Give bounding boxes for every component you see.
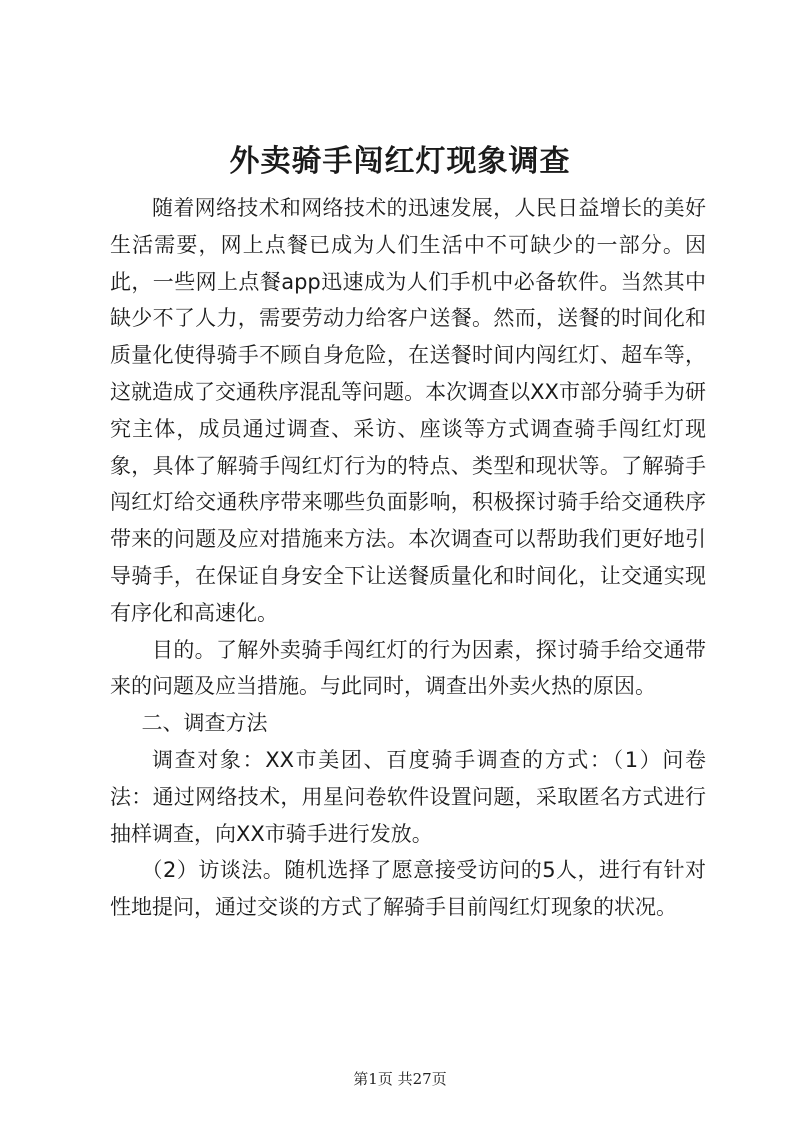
document-body bbox=[110, 190, 706, 926]
section-heading-methods: 二、调查方法 bbox=[141, 711, 268, 736]
interview-method-paragraph: （2）访谈法。随机选择了愿意接受访问的5人，进行有针对性地提问，通过交谈的方式了解骑手目前闯红灯现象的状况。 bbox=[110, 858, 706, 920]
page-number-footer: 第1页 共27页 bbox=[353, 1070, 447, 1088]
purpose-paragraph: 目的。了解外卖骑手闯红灯的行为因素，探讨骑手给交通带来的问题及应当措施。与此同时，调查出外卖火热的原因。 bbox=[110, 637, 706, 699]
intro-paragraph: 随着网络技术和网络技术的迅速发展，人民日益增长的美好生活需要，网上点餐已成为人们生活中不可缺少的一部分。因此，一些网上点餐app迅速成为人们手机中必备软件。当然其中缺少不了人力，需要劳动力给客户送餐。然而，送餐的时间化和质量化使得骑手不顾自身危险，在送餐时间内闯红灯、超车等，这就造成了交通秩序混乱等问题。本次调查以XX市部分骑手为研究主体，成员通过调查、采访、座谈等方式调查骑手闯红灯现象，具体了解骑手闯红灯行为的特点、类型和现状等。了解骑手闯红灯给交通秩序带来哪些负面影响，积极探讨骑手给交通秩序带来的问题及应对措施来方法。本次调查可以帮助我们更好地引导骑手，在保证自身安全下让送餐质量化和时间化，让交通实现有序化和高速化。 bbox=[110, 196, 706, 625]
survey-subjects-paragraph: 调查对象：XX市美团、百度骑手调查的方式：（1）问卷法：通过网络技术，用星问卷软件设置问题，采取匿名方式进行抽样调查，向XX市骑手进行发放。 bbox=[110, 747, 706, 846]
document-title: 外卖骑手闯红灯现象调查 bbox=[229, 144, 571, 179]
